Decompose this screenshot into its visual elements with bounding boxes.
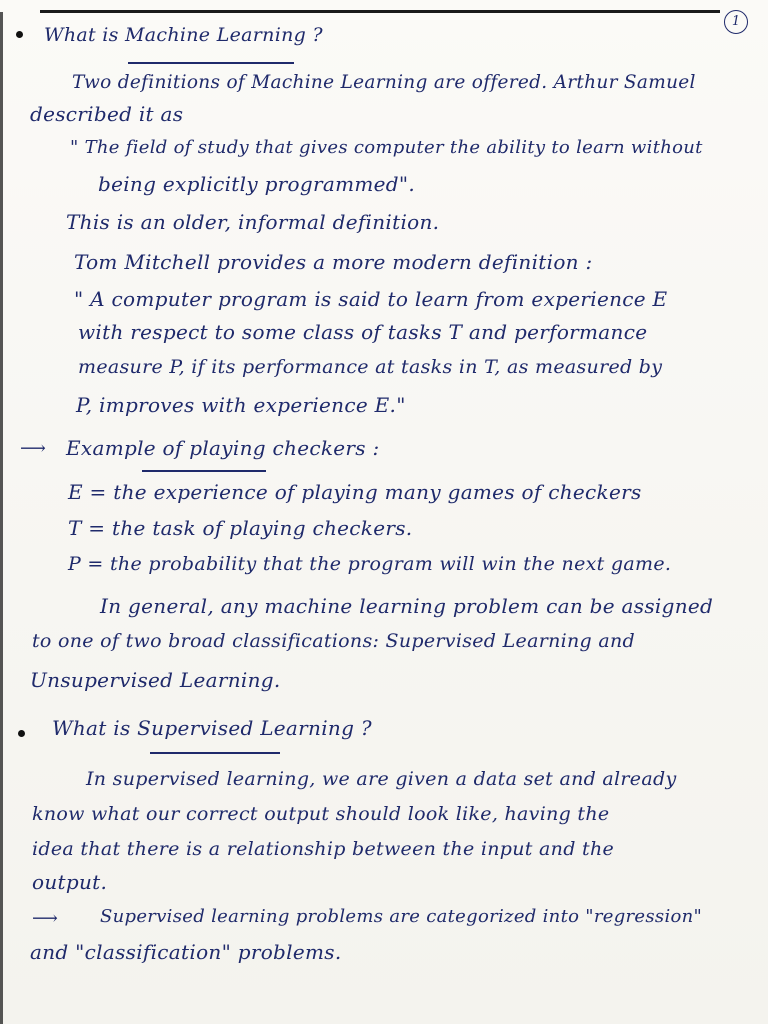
text-line: know what our correct output should look like, having the (32, 803, 610, 825)
bullet-icon (16, 31, 23, 38)
text-line: This is an older, informal definition. (66, 210, 440, 234)
text-line: In supervised learning, we are given a data set and already (86, 768, 677, 790)
text-line: being explicitly programmed". (98, 172, 415, 196)
left-margin-edge (0, 12, 3, 1024)
text-line: P, improves with experience E." (76, 393, 406, 417)
text-line: measure P, if its performance at tasks in T, as measured by (78, 356, 663, 378)
example-heading: Example of playing checkers : (66, 436, 380, 460)
heading-underline (150, 752, 280, 754)
top-rule (40, 10, 720, 13)
text-line: Unsupervised Learning. (30, 668, 281, 692)
bullet-icon (18, 730, 25, 737)
text-line: " The field of study that gives computer the ability to learn without (70, 137, 703, 158)
heading-supervised-learning: What is Supervised Learning ? (52, 716, 372, 740)
text-line: and "classification" problems. (30, 940, 342, 964)
text-line: Supervised learning problems are categorized into "regression" (100, 906, 703, 927)
heading-underline (128, 62, 294, 64)
text-line: In general, any machine learning problem can be assigned (100, 594, 714, 618)
arrow-right-icon: ⟶ (20, 438, 46, 459)
text-line: T = the task of playing checkers. (68, 516, 413, 540)
example-underline (142, 470, 266, 472)
text-line: to one of two broad classifications: Supervised Learning and (32, 630, 635, 652)
text-line: " A computer program is said to learn from experience E (74, 287, 668, 311)
text-line: output. (32, 870, 108, 894)
text-line: with respect to some class of tasks T and performance (78, 320, 648, 344)
text-line: idea that there is a relationship between the input and the (32, 838, 615, 860)
text-line: Two definitions of Machine Learning are offered. Arthur Samuel (72, 72, 696, 93)
page-number: 1 (724, 10, 748, 34)
text-line: P = the probability that the program will win the next game. (68, 553, 672, 575)
text-line: described it as (30, 102, 184, 126)
arrow-right-icon: ⟶ (32, 908, 58, 929)
text-line: Tom Mitchell provides a more modern definition : (74, 250, 593, 274)
heading-machine-learning: What is Machine Learning ? (44, 24, 323, 46)
text-line: E = the experience of playing many games of checkers (68, 480, 642, 504)
